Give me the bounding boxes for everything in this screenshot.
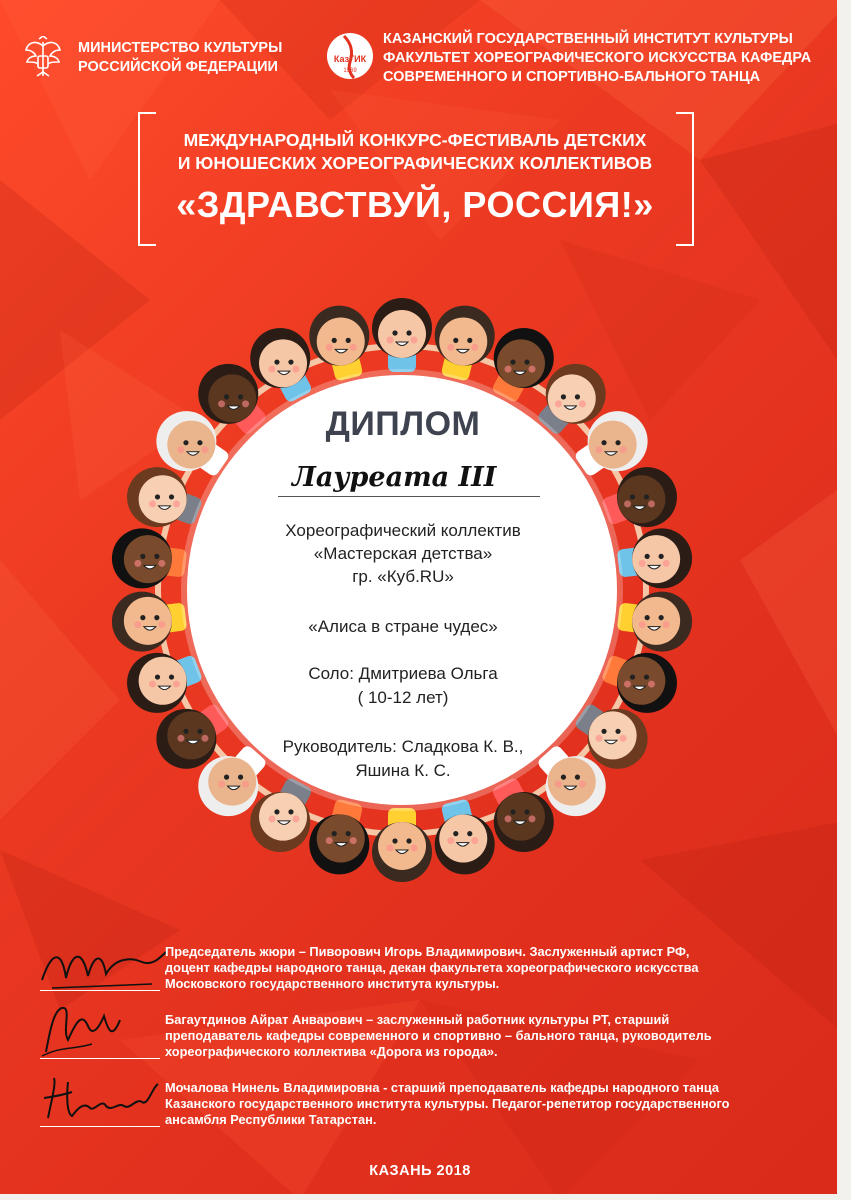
institute-line-3: СОВРЕМЕННОГО И СПОРТИВНО-БАЛЬНОГО ТАНЦА [383, 69, 761, 85]
child-figure [309, 306, 369, 382]
jury-2-line-1: Багаутдинов Айрат Анварович – заслуженный работник культуры РТ, старший [165, 1012, 670, 1027]
signature-line-3 [40, 1126, 160, 1127]
laureate-underline [278, 496, 540, 497]
diploma-heading: ДИПЛОМ [325, 405, 481, 443]
festival-title: «ЗДРАВСТВУЙ, РОССИЯ!» [176, 184, 654, 225]
jury-member-2 [165, 1012, 765, 1060]
solo-performer: Соло: Дмитриева Ольга [308, 664, 498, 683]
jury-1-line-1: Председатель жюри – Пиворович Игорь Владимирович. Заслуженный артист РФ, [165, 944, 690, 959]
jury-3-line-1: Мочалова Нинель Владимировна - старший преподаватель кафедры народного танца [165, 1080, 720, 1095]
signature-2 [32, 1000, 172, 1060]
festival-subtitle-line-2: И ЮНОШЕСКИХ ХОРЕОГРАФИЧЕСКИХ КОЛЛЕКТИВОВ [177, 153, 653, 173]
institute-line-2: ФАКУЛЬТЕТ ХОРЕОГРАФИЧЕСКОГО ИСКУССТВА КАФЕДРА [383, 50, 812, 66]
child-figure [617, 592, 692, 652]
signature-line-1 [40, 990, 160, 991]
city-year: КАЗАНЬ 2018 [369, 1163, 471, 1179]
age-group: ( 10-12 лет) [357, 688, 449, 707]
jury-member-1 [165, 944, 765, 992]
child-figure [127, 467, 203, 527]
signature-line-2 [40, 1058, 160, 1059]
signature-3 [32, 1068, 172, 1128]
signature-1 [32, 940, 172, 1000]
child-figure [372, 298, 432, 372]
child-figure [435, 306, 495, 382]
child-figure [112, 592, 187, 652]
child-figure [309, 798, 369, 874]
child-figure [617, 528, 692, 588]
child-figure [601, 467, 677, 527]
jury-3-line-3: ансамбля Республики Татарстан. [165, 1112, 377, 1127]
ministry-line-1: МИНИСТЕРСТВО КУЛЬТУРЫ [78, 40, 283, 56]
collective-label: Хореографический коллектив [285, 521, 521, 540]
piece-title: «Алиса в стране чудес» [308, 617, 498, 636]
kazgik-logo-year: 1969 [343, 68, 357, 74]
child-figure [372, 808, 432, 882]
kazgik-logo-text: КазГИК [333, 54, 367, 64]
group-name: гр. «Куб.RU» [352, 567, 454, 586]
jury-member-3 [165, 1080, 765, 1128]
child-figure [601, 653, 677, 713]
child-figure [112, 528, 187, 588]
child-figure [435, 798, 495, 874]
jury-2-line-2: преподаватель кафедры современного и спортивно – бального танца, руководитель [165, 1028, 712, 1043]
collective-name: «Мастерская детства» [313, 544, 493, 563]
jury-1-line-3: Московского государственного института культуры. [165, 976, 500, 991]
jury-1-line-2: доцент кафедры народного танца, декан факультета хореографического искусства [165, 960, 699, 975]
institute-line-1: КАЗАНСКИЙ ГОСУДАРСТВЕННЫЙ ИНСТИТУТ КУЛЬТУРЫ [383, 31, 793, 47]
jury-2-line-3: хореографического коллектива «Дорога из города». [165, 1044, 498, 1059]
ministry-line-2: РОССИЙСКОЙ ФЕДЕРАЦИИ [78, 59, 278, 75]
leader-line-1: Руководитель: Сладкова К. В., [282, 737, 524, 756]
child-figure [127, 653, 203, 713]
jury-3-line-2: Казанского государственного института культуры. Педагог-репетитор государственного [165, 1096, 730, 1111]
festival-subtitle-line-1: МЕЖДУНАРОДНЫЙ КОНКУРС-ФЕСТИВАЛЬ ДЕТСКИХ [183, 130, 647, 150]
leader-line-2: Яшина К. С. [355, 761, 451, 780]
laureate-handwritten: Лауреата III [292, 462, 497, 493]
